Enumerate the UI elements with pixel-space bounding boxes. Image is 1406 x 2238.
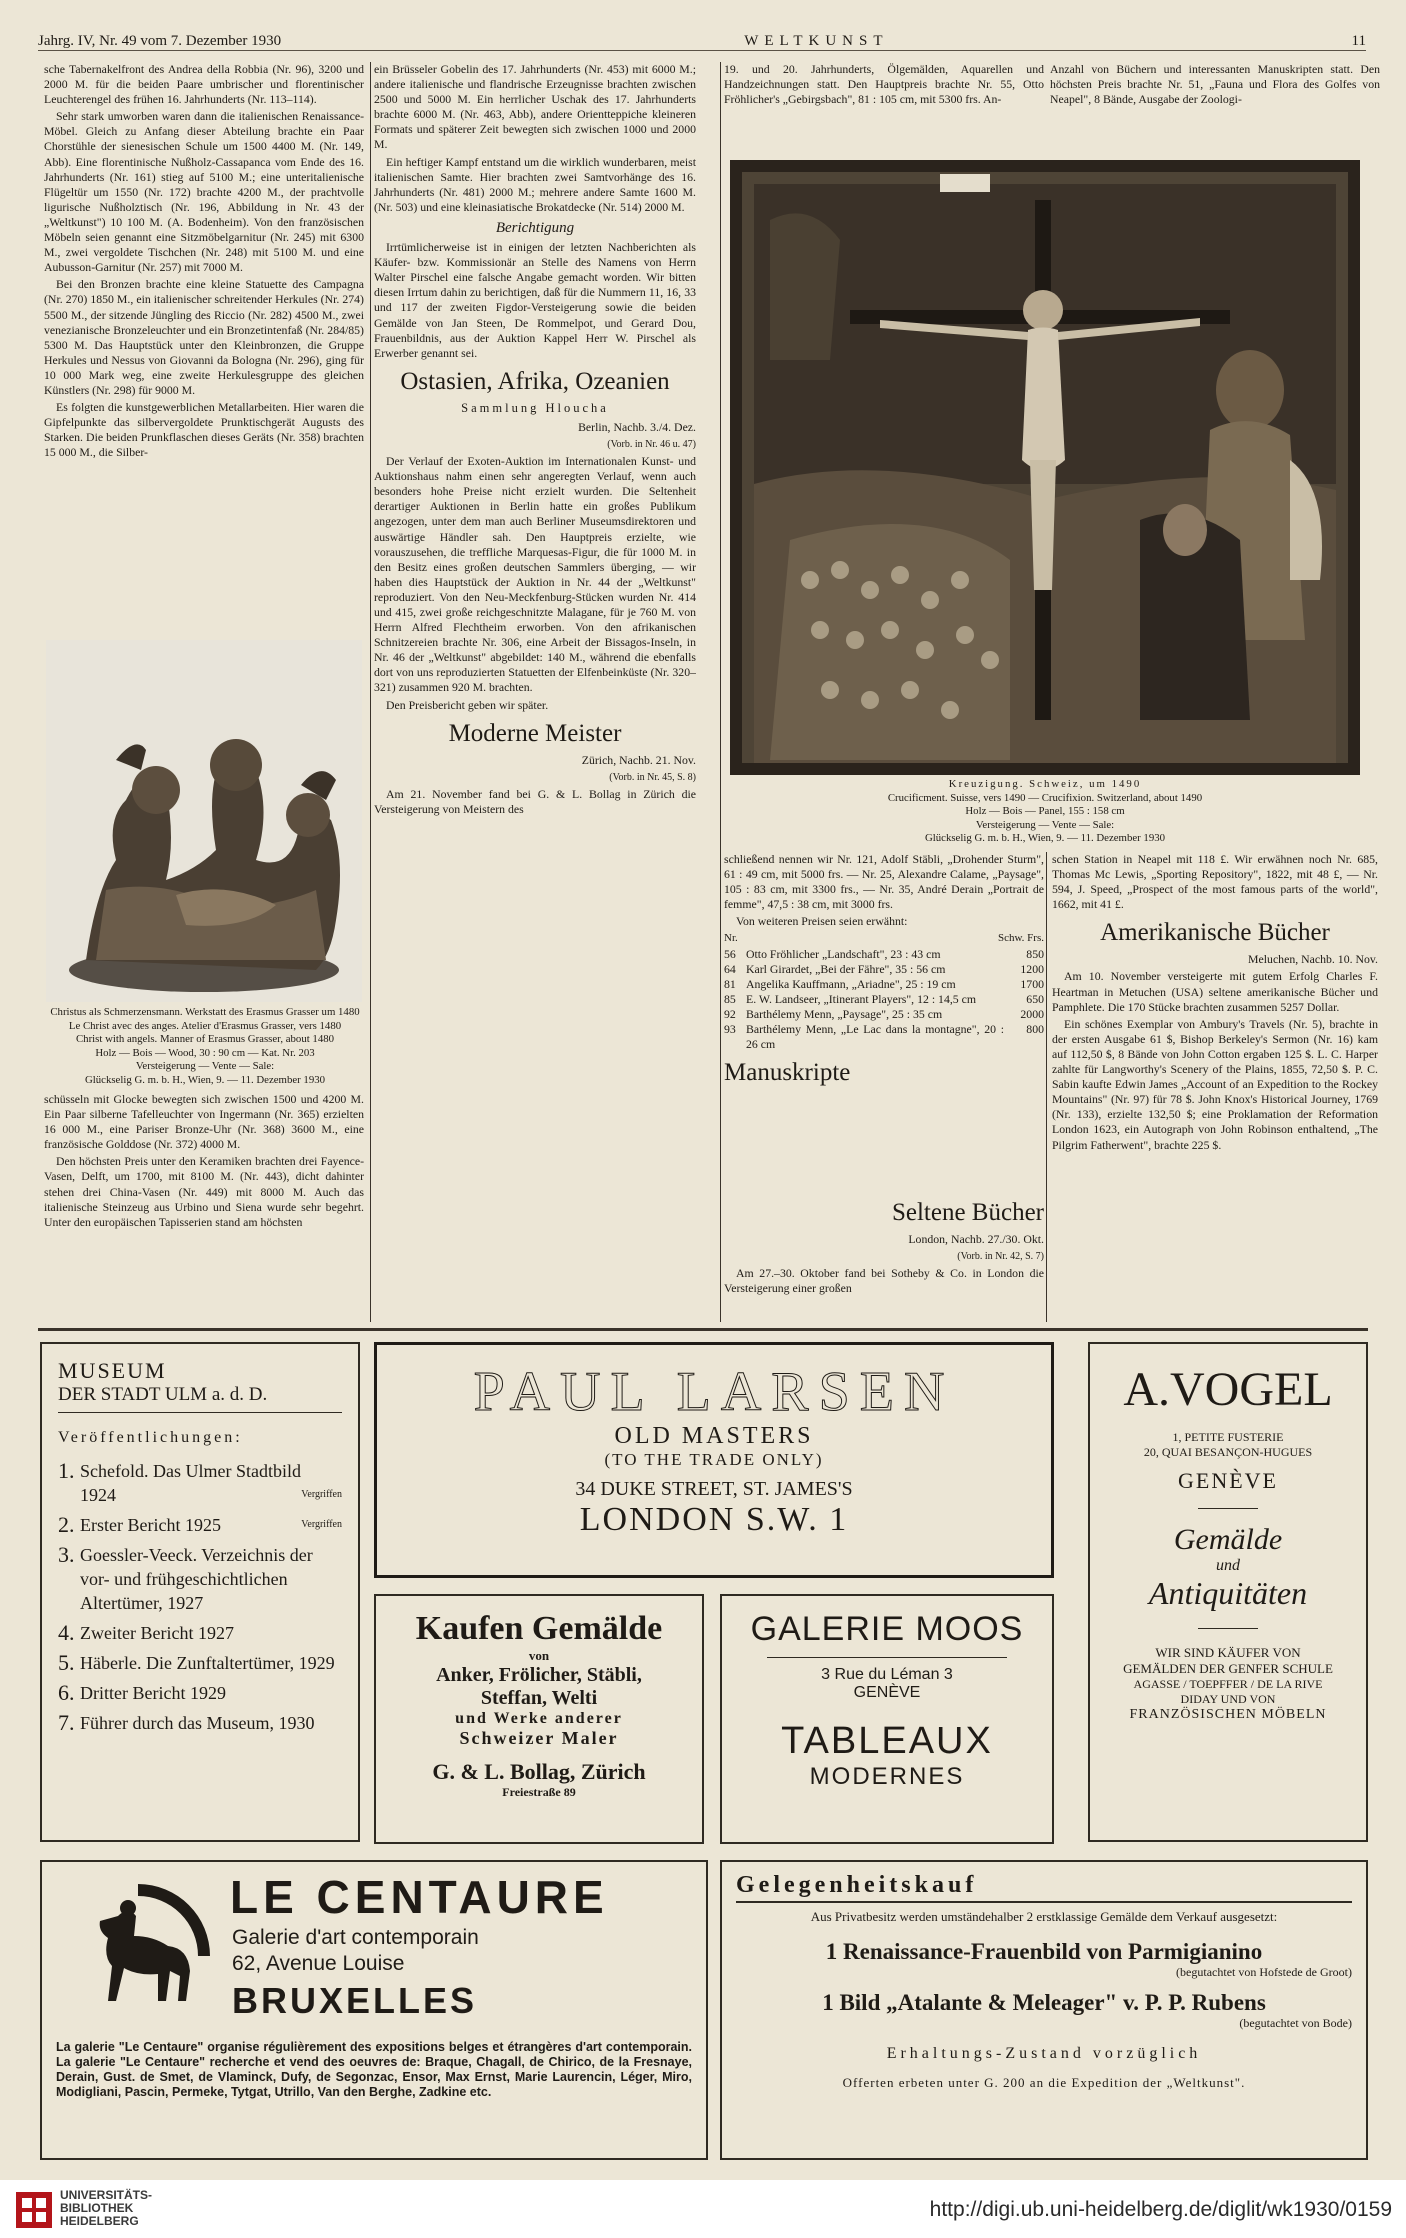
ad-line: G. & L. Bollag, Zürich xyxy=(432,1759,646,1784)
source-url-link[interactable]: http://digi.ub.uni-heidelberg.de/diglit/wk1930/0159 xyxy=(929,2198,1392,2221)
price-desc: Angelika Kauffmann, „Ariadne", 25 : 19 cm xyxy=(746,976,956,991)
item-text: Erster Bericht 1925 xyxy=(80,1515,221,1535)
paragraph: ein Brüsseler Gobelin des 17. Jahrhunderts (Nr. 453) mit 6000 M.; andere italienische und flandrische Erzeugnisse brachten zwischen 2500 und 5000 M. Ein herrlicher Uschak des 17. Jahrhunderts brachte 6000 M. (Nr. 463, Abb), andere Orientteppiche kleineren Formats und späterer Zeit bewegten sich zwischen 1000 und 2000 M. xyxy=(374,62,696,152)
painting-caption xyxy=(730,778,1360,846)
ad-line: GENÈVE xyxy=(853,1684,921,1701)
paragraph: Ein heftiger Kampf entstand um die wirklich wunderbaren, meist italienischen Samte. Hier brachten zwei Samtvorhänge des 16. Jahrhunderts (Nr. 481) 2000 M.; mehrere andere Samte 1600 M. (Nr. 503) und eine kleinasiatische Brokatdecke (Nr. 514) 2000 M. xyxy=(374,154,696,214)
caption-line: Glückselig G. m. b. H., Wien, 9. — 11. Dezember 1930 xyxy=(84,1073,326,1086)
publication-item xyxy=(58,1459,342,1507)
sculpture-image xyxy=(46,640,362,1002)
running-header xyxy=(38,24,1366,51)
column-3-top xyxy=(724,62,1044,140)
ad-name: PAUL LARSEN xyxy=(473,1361,955,1423)
caption-line: Glückselig G. m. b. H., Wien, 9. — 11. Dezember 1930 xyxy=(924,832,1166,844)
journal-title: WELTKUNST xyxy=(744,33,889,49)
ad-name: GALERIE MOOS xyxy=(750,1610,1024,1648)
ad-paul-larsen xyxy=(374,1342,1054,1578)
section-heading: Seltene Bücher xyxy=(891,1199,1044,1226)
price-value: 1700 xyxy=(1020,976,1044,991)
ad-a-vogel xyxy=(1088,1342,1368,1842)
ad-title: DER STADT ULM a. d. D. xyxy=(58,1384,342,1413)
ad-line: TABLEAUX xyxy=(781,1720,993,1762)
ad-line: BRUXELLES xyxy=(232,1980,478,2021)
ad-line: MODERNES xyxy=(809,1763,965,1790)
ad-divider xyxy=(1198,1508,1258,1509)
paragraph: Am 21. November fand bei G. & L. Bollag in Zürich die Versteigerung von Meistern des xyxy=(374,786,696,816)
ad-divider xyxy=(1198,1628,1258,1629)
sculpture-caption xyxy=(40,1006,370,1087)
publication-list xyxy=(58,1459,342,1735)
ad-line: 3 Rue du Léman 3 xyxy=(821,1666,953,1683)
publication-item xyxy=(58,1621,342,1645)
caption-line: Holz — Bois — Wood, 30 : 90 cm — Kat. Nr. 203 xyxy=(95,1046,315,1059)
ad-name: A.VOGEL xyxy=(1123,1363,1333,1416)
section-heading: Ostasien, Afrika, Ozeanien xyxy=(400,367,670,395)
publication-item xyxy=(58,1681,342,1705)
price-nr: 56 xyxy=(724,946,736,961)
university-library-logo-icon xyxy=(14,2190,54,2230)
price-nr: 81 xyxy=(724,976,736,991)
price-nr: 64 xyxy=(724,961,736,976)
paragraph: Anzahl von Büchern und interessanten Manuskripten statt. Den höchsten Preis brachte Nr. 51, „Fauna und Flora des Golfes von Neapel", 8 Bände, Ausgabe der Zoologi- xyxy=(1050,62,1380,107)
ad-line: 1 Renaissance-Frauenbild von Parmigianino xyxy=(825,1939,1263,1964)
ad-line: 1, PETITE FUSTERIE xyxy=(1172,1430,1284,1444)
price-row xyxy=(724,962,1044,977)
price-desc: E. W. Landseer, „Itinerant Players", 12 : 14,5 cm xyxy=(746,991,977,1006)
ad-galerie-moos xyxy=(720,1594,1054,1844)
column-rule xyxy=(720,62,721,1322)
ad-line: 20, QUAI BESANÇON-HUGUES xyxy=(1143,1445,1313,1459)
item-text: Zweiter Bericht 1927 xyxy=(80,1623,234,1643)
publication-item xyxy=(58,1513,342,1537)
ad-line: Galerie d'art contemporain xyxy=(232,1926,479,1949)
ad-text: La galerie "Le Centaure" organise régulièrement des expositions belges et étrangères d'art contemporain. La galerie "Le Centaure" recherche et vend des oeuvres de: Braque, Chagall, de Chirico, de la Fresnaye, Derain, Gust. de Smet, de Vlaminck, Dufy, de Segonzac, Ensor, Max Ernst, Marie Laurencin, Léger, Miro, Modigliani, Pascin, Permeke, Tytgat, Utrillo, Van den Berghe, Zadkine etc. xyxy=(56,2040,692,2099)
ad-line: 1 Bild „Atalante & Meleager" v. P. P. Rubens xyxy=(822,1990,1266,2015)
section-divider xyxy=(38,1328,1368,1331)
dateline: London, Nachb. 27./30. Okt. xyxy=(908,1232,1044,1246)
paragraph: Von weiteren Preisen seien erwähnt: xyxy=(736,914,908,929)
publication-item xyxy=(58,1543,342,1615)
section-heading: Moderne Meister xyxy=(448,719,622,747)
column-3-seltene xyxy=(724,1192,1044,1322)
paragraph: Am 27.–30. Oktober fand bei Sotheby & Co. in London die Versteigerung einer großen xyxy=(724,1266,1044,1296)
paragraph: schüsseln mit Glocke bewegten sich zwischen 1500 und 4200 M. Ein Paar silberne Tafelleuchter von Ingermann (Nr. 365) erzielten 16 000 M., eine Pariser Bronze-Uhr (Nr. 368) 3600 M., eine französische Golddose (Nr. 372) 4000 M. xyxy=(44,1092,364,1152)
ad-line: (begutachtet von Hofstede de Groot) xyxy=(1176,1965,1352,1979)
price-row xyxy=(724,1022,1044,1052)
price-head-nr: Nr. xyxy=(724,932,738,945)
price-desc: Otto Fröhlicher „Landschaft", 23 : 43 cm xyxy=(746,946,941,961)
column-rule xyxy=(370,62,371,1322)
section-heading: Berichtigung xyxy=(495,219,575,236)
paragraph: Am 10. November versteigerte mit gutem Erfolg Charles F. Heartman in Metuchen (USA) seltene amerikanische Bücher und Pamphlete. Die 170 Stücke brachten zusammen 5257 Dollar. xyxy=(1052,969,1378,1014)
paragraph: Irrtümlicherweise ist in einigen der letzten Nachberichten als Käufer- bzw. Kommissionär an Stelle des Namens von Herrn Walter Pirschel eine falsche Angabe gemacht worden. Wir bitten diesen Irrtum dahin zu berichtigen, daß für die Nummern 11, 16, 33 und 117 der zweiten Figdor-Versteigerung sowie die beiden Gemälde von Jan Steen, De Rommelpot, und Gerard Dou, Frauenbildnis, aus der Auktion Kappel Herr W. Pirschel als Erwerber genannt sei. xyxy=(374,240,696,360)
column-1-bottom xyxy=(44,1092,364,1320)
column-1-top xyxy=(44,62,364,607)
paragraph: schen Station in Neapel mit 118 £. Wir erwähnen noch Nr. 685, Thomas Mc Lewis, „Sporting Repository", 1822, mit 48 £, — Nr. 594, J. Speed, „Prospect of the most famous parts of the world", 1662, mit 41 £. xyxy=(1052,852,1378,912)
ad-line: und Werke anderer xyxy=(455,1710,623,1727)
publication-item xyxy=(58,1711,342,1735)
item-number: 7. xyxy=(58,1710,75,1735)
price-nr: 93 xyxy=(724,1022,736,1037)
price-row xyxy=(724,947,1044,962)
item-note: Vergriffen xyxy=(301,1489,342,1500)
price-row xyxy=(724,977,1044,992)
item-number: 4. xyxy=(58,1620,75,1645)
sculpture-photo xyxy=(46,640,362,1002)
issue-info: Jahrg. IV, Nr. 49 vom 7. Dezember 1930 xyxy=(38,33,282,49)
caption-line: Kreuzigung. Schweiz, um 1490 xyxy=(948,778,1142,790)
ad-line: Offerten erbeten unter G. 200 an die Expedition der „Weltkunst". xyxy=(842,2075,1246,2090)
ad-name: LE CENTAURE xyxy=(230,1871,609,1923)
price-head-currency: Schw. Frs. xyxy=(997,932,1044,945)
price-desc: Karl Girardet, „Bei der Fähre", 35 : 56 cm xyxy=(746,961,946,976)
price-row xyxy=(724,992,1044,1007)
page-number: 11 xyxy=(1351,33,1366,49)
ad-line: OLD MASTERS xyxy=(614,1423,814,1449)
paragraph: Den Preisbericht geben wir später. xyxy=(386,697,549,712)
ad-museum-ulm xyxy=(40,1342,360,1842)
ad-line: (TO THE TRADE ONLY) xyxy=(604,1450,824,1469)
price-table-header xyxy=(724,931,1044,946)
item-text: Führer durch das Museum, 1930 xyxy=(80,1713,315,1733)
price-value: 650 xyxy=(1026,991,1044,1006)
dateline: Meluchen, Nachb. 10. Nov. xyxy=(1248,952,1378,967)
preview-reference: (Vorb. in Nr. 45, S. 8) xyxy=(609,771,696,783)
ad-line: Gemälde xyxy=(1173,1523,1283,1556)
dateline: Zürich, Nachb. 21. Nov. xyxy=(581,752,696,767)
price-nr: 85 xyxy=(724,991,736,1006)
paragraph: Den höchsten Preis unter den Keramiken brachten drei Fayence-Vasen, Delft, um 1700, mit 8100 M. (Nr. 443), dicht dahinter stehen drei China-Vasen (Nr. 449) mit 8000 M. Auch das italienische Steinzeug aus Urbino und Siena wurde sehr begehrt. Unter den europäischen Tapisserien stand am höchsten xyxy=(44,1154,364,1229)
ad-gelegenheitskauf xyxy=(720,1860,1368,2160)
library-name-line: UNIVERSITÄTS- xyxy=(60,2188,153,2202)
ad-divider xyxy=(767,1657,1007,1658)
ad-line: LONDON S.W. 1 xyxy=(579,1501,849,1538)
caption-line: Versteigerung — Vente — Sale: xyxy=(975,818,1115,831)
ad-title: Gelegenheitskauf xyxy=(736,1872,1352,1903)
price-list xyxy=(724,947,1044,1053)
item-text: Häberle. Die Zunftaltertümer, 1929 xyxy=(80,1653,335,1673)
price-desc: Barthélemy Menn, „Paysage", 25 : 35 cm xyxy=(746,1006,943,1021)
ad-line: GEMÄLDEN DER GENFER SCHULE xyxy=(1123,1661,1333,1676)
column-4-bottom xyxy=(1052,852,1378,1322)
ad-line: GENÈVE xyxy=(1178,1468,1278,1493)
section-heading: Manuskripte xyxy=(724,1059,851,1087)
crucifixion-image xyxy=(730,160,1360,775)
paragraph: Es folgten die kunstgewerblichen Metallarbeiten. Hier waren die Gipfelpunkte das silbervergoldete Prunktischgerät Augusts des Starken. Die beiden Prunkflaschen dieses Geräts (Nr. 358) brachten 15 000 M., die Silber- xyxy=(44,400,364,460)
ad-line: WIR SIND KÄUFER VON xyxy=(1155,1645,1301,1660)
ad-line: DIDAY UND VON xyxy=(1180,1692,1276,1706)
price-row xyxy=(724,1007,1044,1022)
item-text: Schefold. Das Ulmer Stadtbild 1924 xyxy=(80,1461,301,1505)
crucifixion-painting xyxy=(730,160,1360,775)
ad-line: Schweizer Maler xyxy=(459,1728,619,1748)
ad-subtitle: Veröffentlichungen: xyxy=(58,1429,243,1446)
section-heading: Amerikanische Bücher xyxy=(1100,919,1330,947)
paragraph: sche Tabernakelfront des Andrea della Robbia (Nr. 96), 3200 und 2000 M. für die beiden Paare umbrischer und florentinischer Leuchterengel des frühen 16. Jahrhunderts (Nr. 113–114). xyxy=(44,62,364,107)
item-number: 2. xyxy=(58,1512,75,1537)
column-4-top xyxy=(1050,62,1380,140)
ad-line: Anker, Frölicher, Stäbli, xyxy=(436,1664,642,1686)
ad-line: Freiestraße 89 xyxy=(502,1785,576,1799)
ad-line: AGASSE / TOEPFFER / DE LA RIVE xyxy=(1133,1677,1323,1691)
item-number: 3. xyxy=(58,1542,75,1567)
caption-line: Versteigerung — Vente — Sale: xyxy=(135,1060,275,1072)
caption-line: Crucificment. Suisse, vers 1490 — Crucifixion. Switzerland, about 1490 xyxy=(887,791,1203,804)
paragraph: schließend nennen wir Nr. 121, Adolf Stäbli, „Drohender Sturm", 61 : 49 cm, mit 5000 frs. — Nr. 25, Alexandre Calame, „Paysage", 105 : 83 cm, mit 3300 frs., — Nr. 35, André Derain „Portrait de femme", 47,5 : 38 cm, mit 3000 frs. xyxy=(724,852,1044,912)
paragraph: Ein schönes Exemplar von Ambury's Travels (Nr. 5), brachte in der ersten Ausgabe 61 $, Bishop Berkeley's Sermon (Nr. 16) kam auf 112,50 $, 8 Bände von John Cotton ergaben 125 $. L. C. Harper zahlte für Langworthy's Scenery of the Plains, 1855, 72,50 $. P. C. Sabin kaufte Edwin James „Account of an Expedition to the Rockey Mountains" (Nr. 97) für 78 $. John Knox's Historical Journey, 1769 (Nr. 133), erzielte 132,50 $; eine Proklamation der Reformation London 1623, ein Autograph von John Robinson enthaltend, „The Pilgrim Fatherwent", brachte 225 $. xyxy=(1052,1016,1378,1152)
column-2 xyxy=(374,62,696,1324)
ad-title: Kaufen Gemälde xyxy=(415,1610,663,1647)
item-number: 1. xyxy=(58,1458,75,1483)
item-number: 6. xyxy=(58,1680,75,1705)
caption-line: Christus als Schmerzensmann. Werkstatt des Erasmus Grasser um 1480 xyxy=(50,1006,360,1018)
ad-line: Erhaltungs-Zustand vorzüglich xyxy=(886,2045,1202,2062)
caption-line: Holz — Bois — Panel, 155 : 158 cm xyxy=(965,805,1125,817)
ad-line: FRANZÖSISCHEN MÖBELN xyxy=(1129,1707,1327,1722)
ad-line: von xyxy=(528,1648,550,1663)
ad-line: und xyxy=(1216,1557,1240,1574)
caption-line: Christ with angels. Manner of Erasmus Grasser, about 1480 xyxy=(75,1033,335,1045)
section-subheading: Sammlung Hloucha xyxy=(461,400,609,415)
price-desc: Barthélemy Menn, „Le Lac dans la montagne", 20 : 26 cm xyxy=(746,1022,1004,1052)
ad-title: MUSEUM xyxy=(58,1358,167,1383)
price-value: 800 xyxy=(1026,1022,1044,1037)
ad-line: 62, Avenue Louise xyxy=(232,1952,405,1975)
paragraph: Sehr stark umworben waren dann die italienischen Renaissance-Möbel. Gleich zu Anfang dieser Abteilung brachte ein Paar Chorstühle der sienesischen Schule um 1500 4400 M. (Nr. 149, Abb). Eine florentinische Nußholz-Cassapanca vom Ende des 16. Jahrhunderts (Nr. 161) stieg auf 5100 M.; eine unteritalienische Flügeltür um 1550 (Nr. 172) brachte 4200 M., der prachtvolle ligurische Nußholztisch (Nr. 196, Abbildung in Nr. 43 der „Weltkunst") 10 100 M. (A. Bodenheim). Von den französischen Möbeln seien genannt eine Sitzmöbelgarnitur (Nr. 245) mit 6300 M., zwei vergoldete Tischchen (Nr. 248) mit 5100 M. und eine Aubusson-Garnitur (Nr. 257) mit 7000 M. xyxy=(44,109,364,275)
library-name xyxy=(60,2189,152,2228)
price-nr: 92 xyxy=(724,1006,736,1021)
library-name-line: BIBLIOTHEK xyxy=(60,2201,134,2215)
ad-bollag xyxy=(374,1594,704,1844)
price-value: 850 xyxy=(1026,946,1044,961)
library-name-line: HEIDELBERG xyxy=(60,2214,139,2228)
preview-reference: (Vorb. in Nr. 46 u. 47) xyxy=(607,438,696,450)
item-text: Goessler-Veeck. Verzeichnis der vor- und frühgeschichtlichen Altertümer, 1927 xyxy=(80,1545,313,1613)
ad-line: Antiquitäten xyxy=(1148,1575,1308,1611)
paragraph: Bei den Bronzen brachte eine kleine Statuette des Campagna (Nr. 270) 1850 M., ein italienischer schreitender Herkules (Nr. 274) 5500 M., der sitzende Jüngling des Riccio (Nr. 282) 4500 M., zwei venezianische Bronzeleuchter und ein Bronzetintenfaß (Nr. 284/85) 5300 M. Das Hauptstück unter den Kleinbronzen, die Gruppe Herkules und Nessus von Giovanni da Bologna (Nr. 296), ging für 10 000 Mark weg, eine zweite Herkulesgruppe des gleichen Künstlers (Nr. 298) für 9000 M. xyxy=(44,277,364,397)
item-text: Dritter Bericht 1929 xyxy=(80,1683,226,1703)
caption-line: Le Christ avec des anges. Atelier d'Erasmus Grasser, vers 1480 xyxy=(68,1019,342,1032)
centaur-icon xyxy=(58,1876,218,2036)
item-number: 5. xyxy=(58,1650,75,1675)
paragraph: 19. und 20. Jahrhunderts, Ölgemälden, Aquarellen und Handzeichnungen statt. Den Hauptpreis brachte Nr. 55, Otto Fröhlicher's „Gebirgsbach", 81 : 105 cm, mit 5300 frs. An- xyxy=(724,62,1044,107)
publication-item xyxy=(58,1651,342,1675)
price-value: 1200 xyxy=(1020,961,1044,976)
ad-line: Aus Privatbesitz werden umständehalber 2 erstklassige Gemälde dem Verkauf ausgesetzt: xyxy=(810,1909,1278,1924)
item-note: Vergriffen xyxy=(301,1519,342,1530)
paragraph: Der Verlauf der Exoten-Auktion im Internationalen Kunst- und Auktionshaus nahm einen sehr angeregten Verlauf, wenn auch besonders hohe Preise nicht erzielt wurden. Die Seltenheit derartiger Auktionen in Berlin hatte ein großes Publikum angezogen, unter dem man auch Berliner Museumsdirektoren und auswärtige Händler sah. Den Hauptpreis erzielte, wie vorauszusehen, die treffliche Marquesas-Figur, die für 1000 M. in den Besitz eines großen deutschen Sammlers überging, — wir haben dies Hauptstück der Auktion in Nr. 44 der „Weltkunst" reproduziert. Von den Neu-Meckfenburg-Stücken wurden Nr. 414 und 415, zwei große reichgeschnitzte Malagane, für je 760 M. von Herrn Alfred Flechtheim erworben. Von den afrikanischen Schnitzereien brachte Nr. 306, eine Arbeit der Bissagos-Inseln, in Nr. 46 der „Weltkunst" abgebildet: 140 M., während die ebenfalls dort von uns reproduzierten Statuetten der Elfenbeinküste (Nr. 320–321) zusammen 920 M. brachten. xyxy=(374,454,696,695)
column-rule xyxy=(1046,852,1047,1322)
preview-reference: (Vorb. in Nr. 42, S. 7) xyxy=(957,1251,1044,1263)
ad-line: (begutachtet von Bode) xyxy=(1239,2016,1352,2030)
ad-le-centaure xyxy=(40,1860,708,2160)
ad-line: Steffan, Welti xyxy=(480,1687,598,1709)
dateline: Berlin, Nachb. 3./4. Dez. xyxy=(578,419,696,434)
price-value: 2000 xyxy=(1020,1006,1044,1021)
ad-line: 34 DUKE STREET, ST. JAMES'S xyxy=(575,1478,853,1500)
